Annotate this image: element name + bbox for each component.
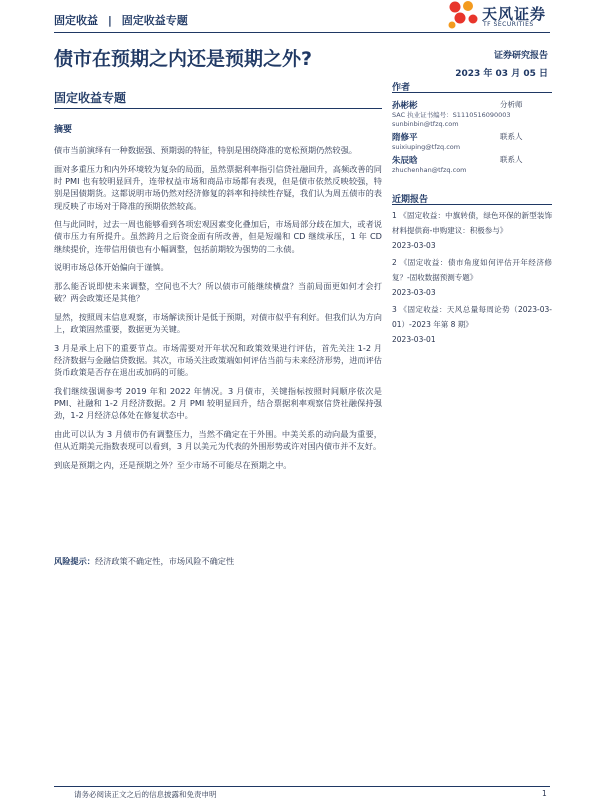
header-separator: | bbox=[107, 14, 112, 27]
header-section: 固定收益专题 bbox=[121, 14, 188, 27]
report-subtitle: 固定收益专题 bbox=[54, 91, 127, 105]
recent-report-title[interactable]: 3 《固定收益：天风总量每周论势（2023-03-01）-2023 年第 8 期》 bbox=[392, 305, 552, 329]
author-role: 联系人 bbox=[500, 155, 523, 164]
abstract-heading: 摘要 bbox=[54, 125, 73, 135]
author-entry bbox=[392, 131, 554, 152]
recent-report-date: 2023-03-03 bbox=[392, 288, 436, 297]
footer-disclaimer: 请务必阅读正文之后的信息披露和免责申明 bbox=[74, 790, 217, 799]
abstract-paragraph: 那么能否说即使未来调整，空间也不大？所以债市可能继续横盘？当前局面更如何才会打破？两会政策还是其他？ bbox=[54, 281, 382, 304]
recent-report-item[interactable] bbox=[392, 208, 552, 253]
recent-report-date: 2023-03-01 bbox=[392, 335, 436, 344]
header-breadcrumb bbox=[54, 12, 188, 28]
abstract-paragraph: 由此可以认为 3 月债市仍有调整压力，当然不确定在于外围。中美关系的动向最为重要，但从近期美元指数表现可以看到，3 月以美元为代表的外围形势或许对国内债市并不友好。 bbox=[54, 429, 382, 452]
header-rule bbox=[54, 32, 550, 33]
header-category: 固定收益 bbox=[54, 14, 98, 27]
page-number: 1 bbox=[542, 789, 547, 798]
logo-subtext: TF SECURITIES bbox=[483, 21, 534, 28]
authors-heading: 作者 bbox=[392, 83, 411, 93]
recent-reports-list bbox=[392, 208, 552, 349]
author-name: 朱辰晗 bbox=[392, 156, 418, 166]
risk-text: 经济政策不确定性，市场风险不确定性 bbox=[94, 556, 235, 566]
abstract-paragraph: 3 月是承上启下的重要节点。市场需要对开年状况和政策效果进行评估，首先关注 1-2 月经济数据与金融信贷数据。其次，市场关注政策端如何评估当前与未来经济形势，进而评估货币政策是否存在退出或加码的可能。 bbox=[54, 342, 382, 378]
recent-reports-heading: 近期报告 bbox=[392, 195, 429, 205]
abstract-paragraph: 面对多重压力和内外环境较为复杂的局面，虽然票据利率指引信贷社融回升，高频改善的同时 PMI 也有较明显回升，连带权益市场和商品市场都有表现，但是债市依然反映较强，特别是国债期货。这都说明市场仍然对经济修复的斜率和持续性存疑，我们认为周五债市的表现反映了市场对于降准的预期依然较高。 bbox=[54, 163, 382, 211]
report-type: 证券研究报告 bbox=[493, 51, 548, 61]
logo-text: 天风证券 bbox=[482, 5, 547, 23]
author-name: 孙彬彬 bbox=[392, 101, 418, 111]
recent-reports-rule bbox=[392, 204, 552, 205]
abstract-paragraph: 到底是预期之内，还是预期之外？至少市场不可能尽在预期之中。 bbox=[54, 459, 292, 470]
report-date: 2023 年 03 月 05 日 bbox=[455, 69, 548, 79]
abstract-paragraph: 我们继续强调参考 2019 年和 2022 年情况。3 月债市，关键指标按照时间顺序依次是 PMI、社融和 1-2 月经济数据。2 月 PMI 较明显回升，结合票据利率观察信贷社融保持强劲，1-2 月经济总体处在修复状态中。 bbox=[54, 385, 382, 421]
abstract-paragraph: 但与此同时，过去一周也能够看到各项宏观因素变化叠加后，市场局部分歧在加大，或者说债市压力有所提升。虽然跨月之后资金面有所改善，但是短端和 CD 继续承压，1 年 CD 继续提价，连带信用债也有小幅调整，包括前期较为强势的二永债。 bbox=[54, 219, 382, 254]
abstract-paragraph: 债市当前演绎有一种数据强、预期弱的特征，特别是围绕降准的宽松预期仍然较强。 bbox=[54, 145, 357, 156]
risk-label: 风险提示： bbox=[54, 556, 95, 566]
company-logo bbox=[446, 0, 556, 30]
subtitle-rule bbox=[54, 108, 382, 109]
recent-report-item[interactable] bbox=[392, 255, 552, 300]
author-email[interactable]: zhuchenhan@tfzq.com bbox=[392, 166, 467, 174]
author-license: SAC 执业证书编号：S1110516090003 bbox=[392, 111, 511, 119]
recent-report-date: 2023-03-03 bbox=[392, 241, 436, 250]
author-role: 分析师 bbox=[500, 100, 523, 109]
recent-report-item[interactable] bbox=[392, 302, 552, 347]
recent-report-title[interactable]: 1 《固定收益：中旗转债，绿色环保的新型装饰材料提供商-申购建议：积极参与》 bbox=[392, 211, 552, 235]
abstract-paragraph: 显然，按照周末信息观察，市场解读预计是低于预期，对债市似乎有利好。但我们认为方向上，政策固然重要，数据更为关键。 bbox=[54, 311, 382, 335]
recent-report-title[interactable]: 2 《固定收益：债市角度如何评估开年经济修复？-固收数据预测专题》 bbox=[392, 258, 552, 282]
author-name: 隋修平 bbox=[392, 133, 418, 143]
risk-warning bbox=[54, 556, 234, 567]
author-entry bbox=[392, 154, 554, 175]
logo-mark-icon bbox=[446, 0, 480, 30]
authors-rule bbox=[392, 92, 552, 93]
author-email[interactable]: sunbinbin@tfzq.com bbox=[392, 119, 459, 128]
abstract-section bbox=[54, 124, 382, 478]
footer-rule bbox=[54, 786, 550, 787]
author-entry bbox=[392, 99, 554, 128]
author-role: 联系人 bbox=[500, 132, 523, 141]
abstract-paragraph: 说明市场总体开始偏向于谨慎。 bbox=[54, 262, 169, 273]
author-email[interactable]: suixiuping@tfzq.com bbox=[392, 143, 461, 151]
report-title: 债市在预期之内还是预期之外? bbox=[54, 48, 313, 70]
